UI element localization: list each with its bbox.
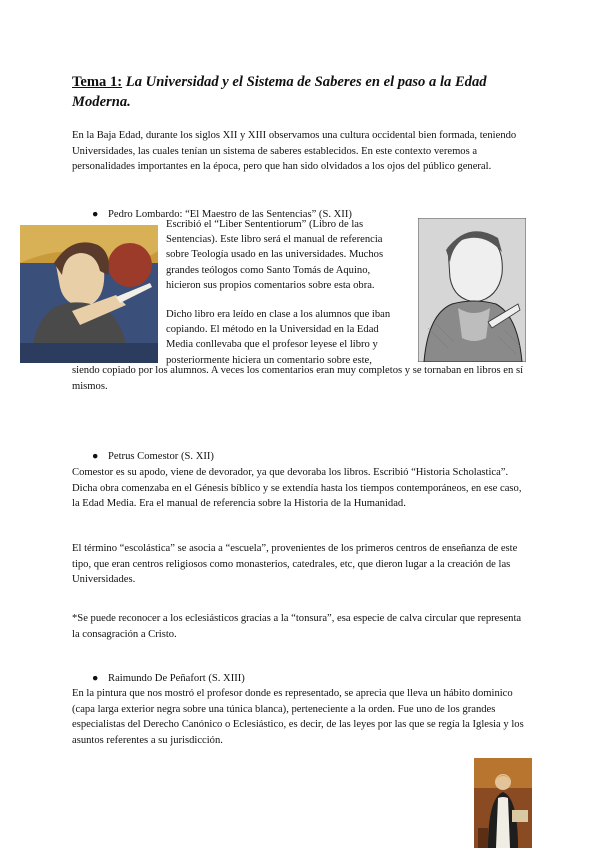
pedro-lombardo-tail: siendo copiado por los alumnos. A veces los comentarios eran muy completos y se tornaban en libros en sí mismos. bbox=[72, 365, 524, 392]
bullet-raimundo-penafort-text: Raimundo De Peñafort (S. XIII) bbox=[108, 673, 245, 684]
pedro-lombardo-column-p1: Escribió el “Liber Sententiorum” (Libro de las Sentencias). Este libro será el manual de referencia sobre Teología usado en las universidades. Muchos grandes teólogos como Santo Tomás de Aquino, hicieron sus propios comentarios sobre esta obra. bbox=[166, 219, 384, 291]
raimundo-penafort-body: En la pintura que nos mostró el profesor donde es representado, se aprecia que lleva un hábito dominico (capa larga exterior negra sobre una túnica blanca), perteneciente a la orden. Fue uno de los grandes especialistas del Derecho Canónico o Eclesiástico, es decir, de las leyes por las que se regía la Iglesia y los asuntos referentes a su jurisdicción. bbox=[72, 688, 524, 746]
raimundo-penafort-painting-image bbox=[474, 758, 532, 848]
bullet-petrus-comestor bbox=[92, 449, 214, 464]
title-label: Tema 1: bbox=[72, 74, 123, 90]
bullet-raimundo-penafort bbox=[92, 671, 245, 686]
petrus-comestor-body: Comestor es su apodo, viene de devorador, ya que devoraba los libros. Escribió “Historia Scholastica”. Dicha obra comenzaba en el Génesis bíblico y se extendía hasta los tiempos contemporáneos, en ese caso, la Edad Media. Era el manual de referencia sobre la Historia de la Humanidad. bbox=[72, 467, 522, 509]
pedro-lombardo-manuscript-image bbox=[20, 225, 158, 363]
pedro-lombardo-engraving-image bbox=[418, 218, 526, 362]
intro-paragraph: En la Baja Edad, durante los siglos XII y XIII observamos una cultura occidental bien formada, teniendo Universidades, las cuales tenían un sistema de saberes establecidos. En este contexto veremos a personalidades importantes en la época, pero que han sido olvidados a los ojos del público general. bbox=[72, 130, 517, 172]
bullet-dot: ● bbox=[92, 451, 99, 462]
escolastica-note: El término “escolástica” se asocia a “escuela”, provenientes de los primeros centros de enseñanza de este tipo, que eran centros religiosos como monasterios, catedrales, etc, que dieron lugar a la creación de las Universidades. bbox=[72, 543, 518, 585]
tonsura-note: *Se puede reconocer a los eclesiásticos gracias a la “tonsura”, esa especie de calva circular que representa la consagración a Cristo. bbox=[72, 613, 522, 640]
title-subject: La Universidad y el Sistema de Saberes en el paso a la Edad Moderna. bbox=[72, 74, 487, 110]
bullet-dot: ● bbox=[92, 673, 99, 684]
bullet-petrus-comestor-text: Petrus Comestor (S. XII) bbox=[108, 451, 214, 462]
document-title bbox=[72, 72, 532, 112]
bullet-dot: ● bbox=[92, 209, 99, 220]
pedro-lombardo-column-p2: Dicho libro era leído en clase a los alumnos que iban copiando. El método en la Universidad en la Edad Media conllevaba que el profesor leyese el libro y posteriormente hiciera un comentario sobre este, bbox=[166, 309, 391, 366]
bullet-pedro-lombardo-text: Pedro Lombardo: “El Maestro de las Sentencias” (S. XII) bbox=[108, 209, 352, 220]
